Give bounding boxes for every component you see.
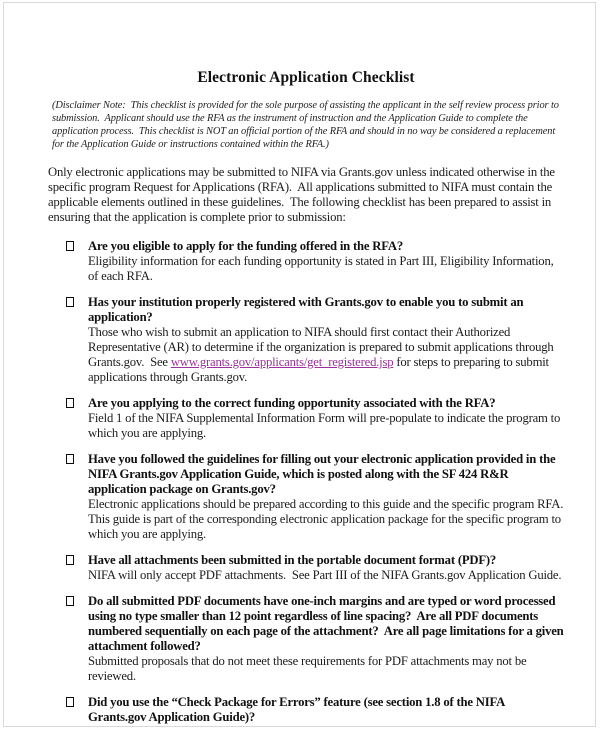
item-question: Has your institution properly registered with Grants.gov to enable you to submit an application? <box>88 294 527 324</box>
checklist-item <box>48 451 569 542</box>
checkbox-icon <box>66 297 74 307</box>
item-question: Did you use the “Check Package for Errors” feature (see section 1.8 of the NIFA Grants.gov Application Guide)? <box>88 694 508 724</box>
item-detail-text: Those who wish to submit an application to NIFA should first contact their Authorized Representative (AR) to determine if the organization is prepared to submit applications through Grants.gov. See <box>88 324 557 369</box>
checklist-item <box>48 593 567 684</box>
item-detail: Field 1 of the NIFA Supplemental Information Form will pre-populate to indicate the program to which you are applying. <box>88 410 564 440</box>
document-page <box>48 0 569 736</box>
checkbox-icon <box>66 241 74 251</box>
checkbox-icon <box>66 596 74 606</box>
checklist-item <box>48 295 564 385</box>
checklist-item <box>48 695 564 725</box>
item-detail <box>88 325 564 385</box>
checklist-item <box>48 553 564 583</box>
item-detail: Electronic applications should be prepared according to this guide and the specific program RFA. This guide is part of the corresponding electronic application package for the specific program to which you are applying. <box>88 496 569 541</box>
page-title: Electronic Application Checklist <box>197 69 415 86</box>
item-question: Are you applying to the correct funding opportunity associated with the RFA? <box>88 395 496 410</box>
item-question: Are you eligible to apply for the funding offered in the RFA? <box>88 238 403 253</box>
checkbox-icon <box>66 454 74 464</box>
intro-paragraph: Only electronic applications may be submitted to NIFA via Grants.gov unless indicated otherwise in the specific program Request for Applications (RFA). All applications submitted to NIFA must contain the applicable elements outlined in these guidelines. The following checklist has been prepared to assist in ensuring that the application is complete prior to submission: <box>48 164 558 224</box>
item-detail-text: for steps to preparing to submit applications through Grants.gov. <box>88 354 552 384</box>
item-detail: NIFA will only accept PDF attachments. See Part III of the NIFA Grants.gov Application Guide. <box>88 567 562 582</box>
item-question: Have you followed the guidelines for filling out your electronic application provided in the NIFA Grants.gov Application Guide, which is posted along with the SF 424 R&R application package on Grants.gov? <box>88 451 559 496</box>
checkbox-icon <box>66 398 74 408</box>
registration-link[interactable]: www.grants.gov/applicants/get_registered.jsp <box>170 354 394 369</box>
disclaimer-note: (Disclaimer Note: This checklist is provided for the sole purpose of assisting the applicant in the self review process prior to submission. Applicant should use the RFA as the instrument of instruction and the Application Guide to complete the application process. This checklist is NOT an official portion of the RFA and should in no way be considered a replacement for the Application Guide or instructions contained within the RFA.) <box>52 100 562 150</box>
item-question: Do all submitted PDF documents have one-inch margins and are typed or word processed using no type smaller than 12 point regardless of line spacing? Are all PDF documents numbered sequentially on each page of the attachment? Are all page limitations for a given attachment followed? <box>88 593 567 653</box>
checklist-item <box>48 396 564 441</box>
checkbox-icon <box>66 555 74 565</box>
item-detail: Eligibility information for each funding opportunity is stated in Part III, Eligibility Information, of each RFA. <box>88 253 557 283</box>
checklist <box>48 238 569 725</box>
item-detail: Submitted proposals that do not meet these requirements for PDF attachments may not be reviewed. <box>88 653 530 683</box>
checklist-item <box>48 239 564 284</box>
item-question: Have all attachments been submitted in the portable document format (PDF)? <box>88 552 497 567</box>
checkbox-icon <box>66 697 74 707</box>
